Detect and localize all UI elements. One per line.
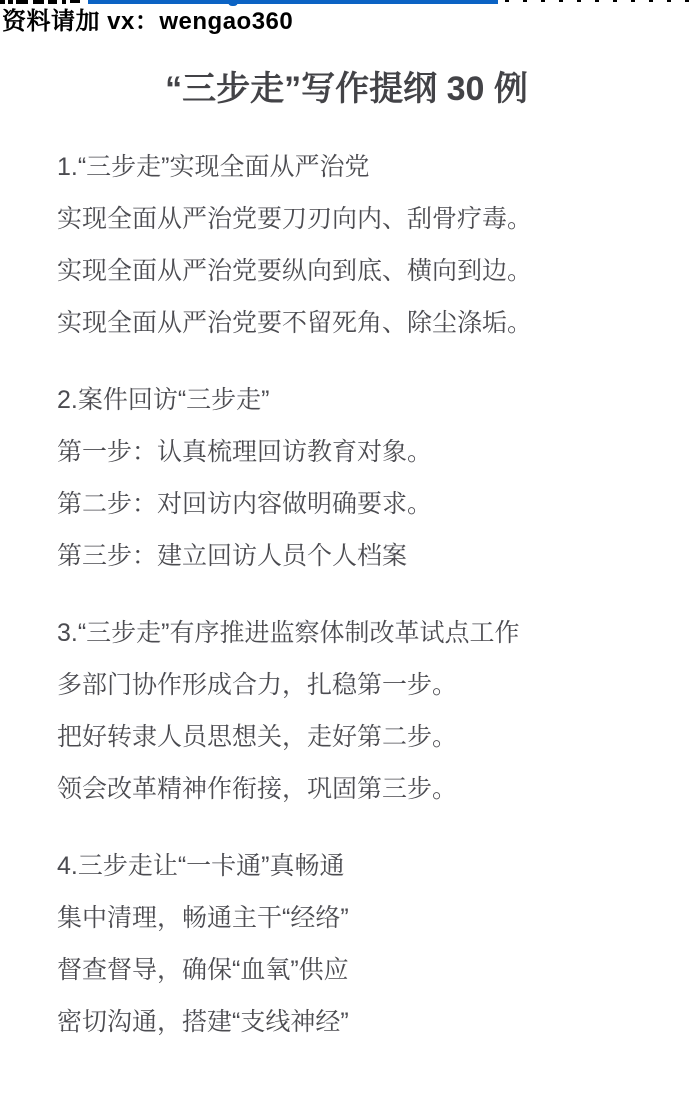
document-body [0, 155, 693, 1035]
clipped-text-fragments-right [505, 0, 691, 2]
section-heading: 3.“三步走”有序推进监察体制改革试点工作 [57, 619, 520, 647]
section-line: 领会改革精神作衔接，巩固第三步。 [57, 775, 458, 803]
clipped-text-fragment [8, 0, 13, 4]
section-line: 第一步：认真梳理回访教育对象。 [57, 438, 433, 466]
outline-section-2 [57, 388, 693, 569]
hyperlink-descender[interactable] [228, 0, 238, 6]
contact-line: 资料请加 vx：wengao360 [2, 8, 294, 35]
outline-section-4 [57, 854, 693, 1035]
clipped-text-fragment [0, 0, 5, 4]
section-line: 督查督导，确保“血氧”供应 [57, 956, 349, 984]
section-heading: 4.三步走让“一卡通”真畅通 [57, 852, 345, 880]
clipped-text-fragment [62, 0, 66, 4]
section-line: 集中清理，畅通主干“经络” [57, 904, 349, 932]
section-line: 多部门协作形成合力，扎稳第一步。 [57, 671, 458, 699]
section-line: 密切沟通，搭建“支线神经” [57, 1008, 349, 1036]
section-line: 第二步：对回访内容做明确要求。 [57, 490, 433, 518]
section-line: 实现全面从严治党要刀刃向内、刮骨疗毒。 [57, 205, 533, 233]
clipped-text-fragment [48, 0, 57, 4]
section-heading: 2.案件回访“三步走” [57, 386, 270, 414]
document-title: “三步走”写作提纲 30 例 [165, 70, 528, 108]
section-line: 第三步：建立回访人员个人档案 [57, 542, 408, 570]
clipped-text-fragment [70, 0, 80, 3]
clipped-text-fragment [33, 0, 44, 4]
outline-section-1 [57, 155, 693, 336]
section-line: 实现全面从严治党要不留死角、除尘涤垢。 [57, 309, 533, 337]
section-line: 实现全面从严治党要纵向到底、横向到边。 [57, 257, 533, 285]
clipped-text-fragment [16, 0, 28, 4]
section-line: 把好转隶人员思想关，走好第二步。 [57, 723, 458, 751]
outline-section-3 [57, 621, 693, 802]
section-heading: 1.“三步走”实现全面从严治党 [57, 153, 370, 181]
hyperlink-underline[interactable] [88, 0, 498, 4]
clipped-link-line [0, 0, 693, 5]
